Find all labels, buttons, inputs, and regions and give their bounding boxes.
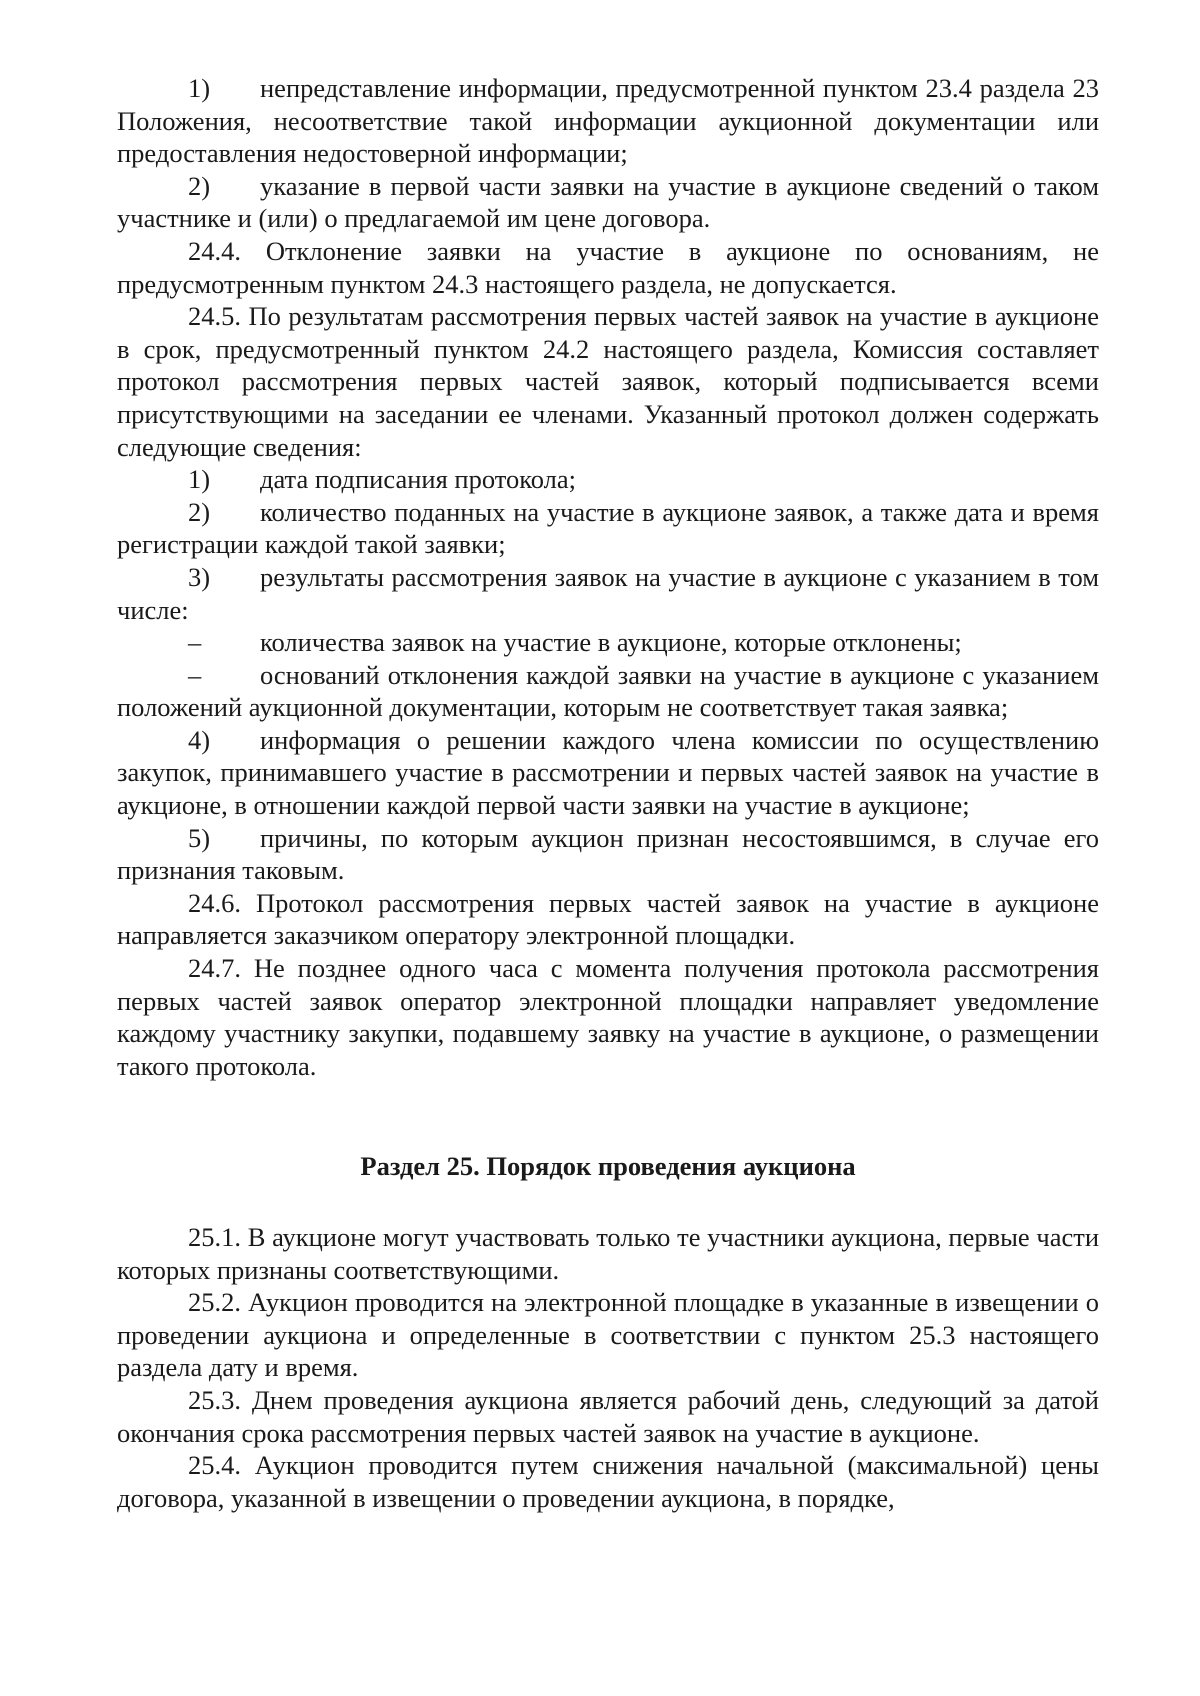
list-marker: 4)	[188, 724, 211, 755]
list-item	[117, 659, 1099, 724]
list-item	[117, 170, 1099, 235]
paragraph-24-6: 24.6. Протокол рассмотрения первых частей заявок на участие в аукционе направляется заказчиком оператору электронной площадки.	[117, 887, 1099, 951]
list-marker: 1)	[188, 73, 211, 103]
list-item-text: причины, по которым аукцион признан несостоявшимся, в случае его признания таковым.	[117, 822, 1099, 886]
paragraph-24-7: 24.7. Не позднее одного часа с момента получения протокола рассмотрения первых частей заявок оператор электронной площадки направляет уведомление каждому участнику закупки, подавшему заявку на участие в аукционе, о размещении такого протокола.	[117, 953, 1099, 1081]
paragraph-25-3: 25.3. Днем проведения аукциона является рабочий день, следующий за датой окончания срока рассмотрения первых частей заявок на участие в аукционе.	[117, 1384, 1099, 1448]
list-item	[117, 626, 1099, 659]
list-item-text: оснований отклонения каждой заявки на участие в аукционе с указанием положений аукционной документации, которым не соответствует такая заявка;	[117, 659, 1099, 723]
list-item	[117, 496, 1099, 561]
list-item-text: дата подписания протокола;	[260, 464, 576, 495]
list-item	[117, 463, 1099, 496]
list-marker: 3)	[188, 561, 211, 592]
paragraph-25-1: 25.1. В аукционе могут участвовать только те участники аукциона, первые части которых признаны соответствующими.	[117, 1222, 1099, 1285]
list-item-text: количество поданных на участие в аукционе заявок, а также дата и время регистрации каждой такой заявки;	[117, 496, 1099, 560]
list-marker: 5)	[188, 822, 211, 853]
list-item-text: указание в первой части заявки на участие в аукционе сведений о таком участнике и (или) о предлагаемой им цене договора.	[117, 170, 1099, 234]
list-item-text: количества заявок на участие в аукционе, которые отклонены;	[260, 627, 962, 658]
list-item	[117, 724, 1099, 822]
list-item-text: непредставление информации, предусмотренной пунктом 23.4 раздела 23 Положения, несоответствие такой информации аукционной документации или предоставления недостоверной информации;	[117, 73, 1099, 169]
list-item	[117, 72, 1099, 170]
paragraph-24-4: 24.4. Отклонение заявки на участие в аукционе по основаниям, не предусмотренным пунктом 24.3 настоящего раздела, не допускается.	[117, 235, 1099, 299]
dash-marker: –	[188, 627, 202, 658]
list-marker: 2)	[188, 496, 211, 527]
list-marker: 1)	[188, 464, 211, 495]
list-item	[117, 561, 1099, 626]
list-marker: 2)	[188, 170, 211, 201]
document-body	[117, 72, 1099, 1514]
list-item-text: результаты рассмотрения заявок на участие в аукционе с указанием в том числе:	[117, 561, 1099, 625]
paragraph-25-2: 25.2. Аукцион проводится на электронной площадке в указанные в извещении о проведении аукциона и определенные в соответствии с пунктом 25.3 настоящего раздела дату и время.	[117, 1287, 1099, 1383]
section-heading: Раздел 25. Порядок проведения аукциона	[360, 1151, 856, 1182]
paragraph-24-5: 24.5. По результатам рассмотрения первых частей заявок на участие в аукционе в срок, предусмотренный пунктом 24.2 настоящего раздела, Комиссия составляет протокол рассмотрения первых частей заявок, который подписывается всеми присутствующими на заседании ее членами. Указанный протокол должен содержать следующие сведения:	[117, 301, 1099, 462]
list-item-text: информация о решении каждого члена комиссии по осуществлению закупок, принимавшего участие в рассмотрении и первых частей заявок на участие в аукционе, в отношении каждой первой части заявки на участие в аукционе;	[117, 724, 1099, 821]
paragraph-25-4: 25.4. Аукцион проводится путем снижения начальной (максимальной) цены договора, указанной в извещении о проведении аукциона, в порядке,	[117, 1450, 1099, 1513]
list-item	[117, 822, 1099, 887]
dash-marker: –	[188, 659, 202, 690]
